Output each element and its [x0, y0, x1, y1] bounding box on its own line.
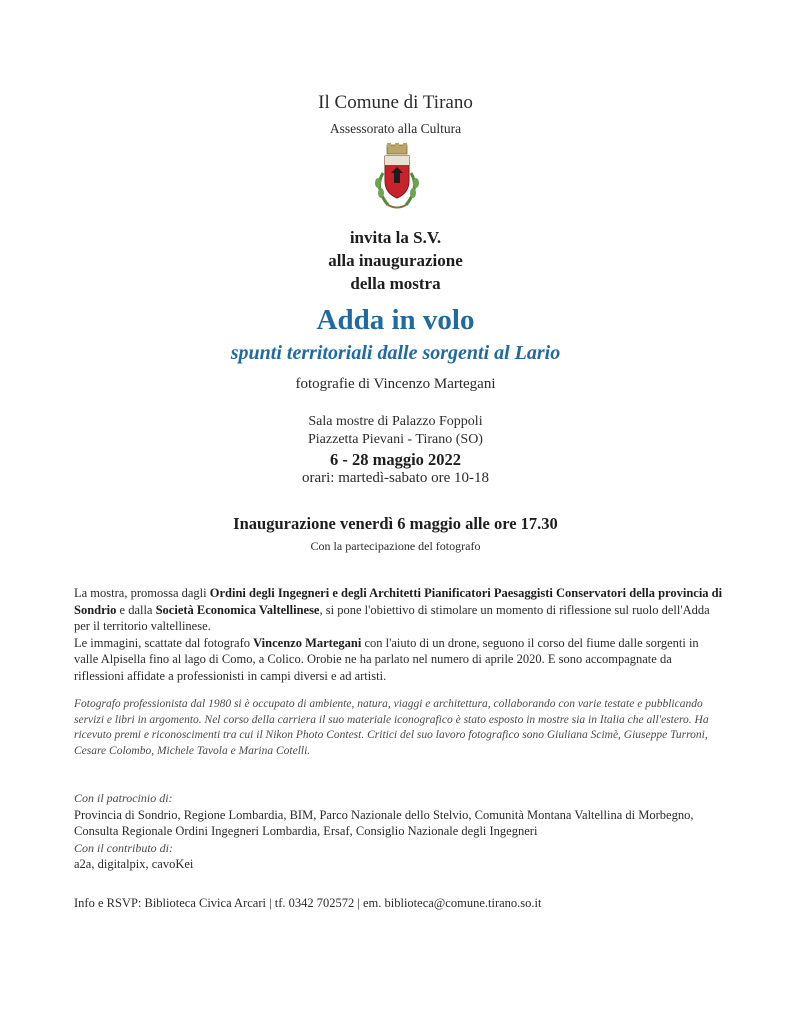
photographer-bio: Fotografo professionista dal 1980 si è occupato di ambiente, natura, viaggi e architettura, collaborando con varie testate e pubblicando servizi e libri in argomento. Nel corso della carriera il suo materiale iconografico è stato esposto in mostre sia in Italia che all'estero. Ha ricevuto premi e riconoscimenti tra cui il Nikon Photo Contest. Critici del suo lavoro fotografico sono Giuliana Scimè, Giuseppe Turroni, Cesare Colombo, Michele Tavola e Marina Cotelli. [74, 698, 709, 757]
organization-name: Il Comune di Tirano [318, 92, 473, 113]
description-text: e dalla [116, 602, 156, 617]
sponsors-section [74, 790, 724, 873]
invitation-line-1: invita la S.V. [349, 228, 442, 247]
venue [0, 413, 791, 449]
invitation-line-2: alla inaugurazione [328, 251, 463, 270]
patronage-list: Provincia di Sondrio, Regione Lombardia, BIM, Parco Nazionale dello Stelvio, Comunità Montana Valtellina di Morbegno, Consulta Regionale Ordini Ingegneri Lombardia, Ersaf, Consiglio Nazionale degli Ingegneri [74, 807, 694, 838]
exhibition-subtitle: spunti territoriali dalle sorgenti al Lario [230, 342, 561, 364]
exhibition-dates: 6 - 28 maggio 2022 [329, 450, 462, 469]
venue-line-1: Sala mostre di Palazzo Foppoli [308, 414, 483, 429]
contribution-list: a2a, digitalpix, cavoKei [74, 857, 194, 871]
department-name: Assessorato alla Cultura [329, 121, 462, 136]
promoter-orders: Ordini degli Ingegneri e degli Architetti Pianificatori Paesaggisti Conservatori della provincia di Sondrio [74, 586, 723, 617]
coat-of-arms-icon [368, 143, 426, 215]
contribution-label: Con il contributo di: [74, 840, 173, 855]
photographer-name: Vincenzo Martegani [253, 635, 362, 650]
description-paragraph [74, 585, 724, 684]
description-text: , si pone l'obiettivo di stimolare un momento di riflessione sul ruolo dell'Adda per il territorio valtellinese. [74, 602, 710, 633]
opening-hours: orari: martedì-sabato ore 10-18 [301, 470, 489, 486]
invitation-line-3: della mostra [350, 274, 441, 293]
venue-line-2: Piazzetta Pievani - Tirano (SO) [308, 432, 483, 447]
photographer-credit: fotografie di Vincenzo Martegani [295, 376, 496, 392]
inauguration-date: Inaugurazione venerdì 6 maggio alle ore 17.30 [233, 514, 558, 533]
participation-note: Con la partecipazione del fotografo [310, 539, 481, 553]
contact-info: Info e RSVP: Biblioteca Civica Arcari | tf. 0342 702572 | em. biblioteca@comune.tirano.so.it [74, 896, 542, 910]
patronage-label: Con il patrocinio di: [74, 791, 173, 805]
invitation-text [0, 226, 791, 295]
description-text: Le immagini, scattate dal fotografo [74, 635, 254, 650]
exhibition-title: Adda in volo [316, 304, 475, 336]
description-text: La mostra, promossa dagli [74, 586, 210, 600]
description-text: con l'aiuto di un drone, seguono il corso del fiume dalle sorgenti in valle Alpisella fino al lago di Como, a Colico. Orobie ne ha parlato nel numero di aprile 2020. E sono accompagnate da riflessioni affidate a professionisti in campi diversi e ad artisti. [74, 635, 699, 683]
promoter-society: Società Economica Valtellinese [155, 602, 320, 617]
